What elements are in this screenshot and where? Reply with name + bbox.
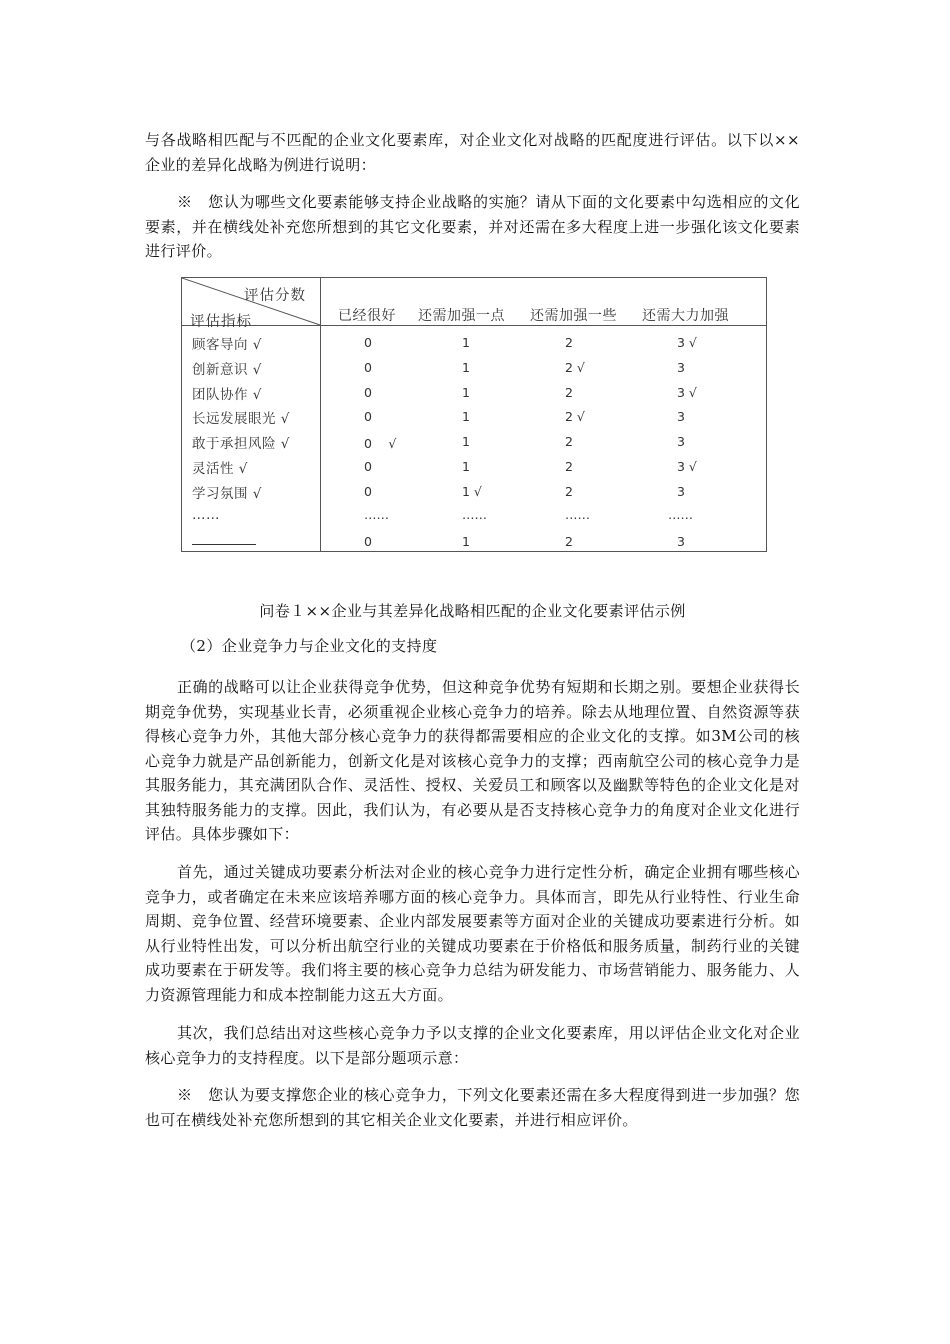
score-cell: 0 xyxy=(364,409,372,424)
intro-paragraph: 与各战略相匹配与不匹配的企业文化要素库，对企业文化对战略的匹配度进行评估。以下以××企业的差异化战略为例进行说明： xyxy=(145,131,800,174)
score-cell: 1 xyxy=(462,409,470,424)
score-cell: 3 xyxy=(677,409,685,424)
score-cell: 0 xyxy=(364,385,372,400)
score-cell: 3 xyxy=(677,360,685,375)
corner-header-indicator: 评估指标 xyxy=(190,314,252,330)
score-cell: 3 √ xyxy=(677,459,697,474)
culture-evaluation-table xyxy=(181,277,767,552)
question-paragraph-core-competence: ※ 您认为要支撑您企业的核心竞争力，下列文化要素还需在多大程度得到进一步加强？您也可在横线处补充您所想到的其它相关企业文化要素，并进行相应评价。 xyxy=(145,1086,800,1129)
score-cell: 1 √ xyxy=(462,484,482,499)
score-cell: 0 xyxy=(364,335,372,350)
score-cell: 3 √ xyxy=(677,335,697,350)
body-paragraph-strategy: 正确的战略可以让企业获得竞争优势，但这种竞争优势有短期和长期之别。要想企业获得长期竞争优势，实现基业长青，必须重视企业核心竞争力的培养。除去从地理位置、自然资源等获得核心竞争力外，其他大部分核心竞争力的获得都需要相应的企业文化的支撑。如3M公司的核心竞争力就是产品创新能力，创新文化是对该核心竞争力的支撑；西南航空公司的核心竞争力是其服务能力，其充满团队合作、灵活性、授权、关爱员工和顾客以及幽默等特色的企业文化是对其独特服务能力的支撑。因此，我们认为，有必要从是否支持核心竞争力的角度对企业文化进行评估。具体步骤如下： xyxy=(145,678,800,843)
score-cell: 0 xyxy=(364,459,372,474)
score-cell: 1 xyxy=(462,459,470,474)
row-label: 顾客导向 √ xyxy=(192,337,262,353)
row-label: 灵活性 √ xyxy=(192,461,248,477)
blank-entry-line[interactable] xyxy=(192,532,256,549)
column-header: 还需加强一些 xyxy=(530,308,617,324)
column-header: 已经很好 xyxy=(338,308,396,324)
score-cell: 0 xyxy=(364,484,372,499)
table-column-divider xyxy=(320,278,321,551)
score-cell: 0 √ xyxy=(364,436,397,451)
score-cell: 1 xyxy=(462,335,470,350)
score-cell: 2 xyxy=(565,484,573,499)
table-caption: 问卷１××企业与其差异化战略相匹配的企业文化要素评估示例 xyxy=(259,602,686,620)
question-paragraph: ※ 您认为哪些文化要素能够支持企业战略的实施？请从下面的文化要素中勾选相应的文化要素，并在横线处补充您所想到的其它文化要素，并对还需在多大程度上进一步强化该文化要素进行评价。 xyxy=(145,193,800,260)
score-cell: 0 xyxy=(364,534,372,549)
table-header-divider xyxy=(182,325,766,326)
body-paragraph-second-step: 其次，我们总结出对这些核心竞争力予以支撑的企业文化要素库，用以评估企业文化对企业核心竞争力的支持程度。以下是部分题项示意： xyxy=(145,1024,800,1067)
score-cell: 3 xyxy=(677,434,685,449)
body-paragraph-first-step: 首先，通过关键成功要素分析法对企业的核心竞争力进行定性分析，确定企业拥有哪些核心竞争力，或者确定在未来应该培养哪方面的核心竞争力。具体而言，即先从行业特性、行业生命周期、竞争位置、经营环境要素、企业内部发展要素等方面对企业的关键成功要素进行分析。如从行业特性出发，可以分析出航空行业的关键成功要素在于价格低和服务质量，制药行业的关键成功要素在于研发等。我们将主要的核心竞争力总结为研发能力、市场营销能力、服务能力、人力资源管理能力和成本控制能力这五大方面。 xyxy=(145,863,800,1004)
score-cell: …… xyxy=(462,507,487,522)
score-cell: 2 xyxy=(565,459,573,474)
row-label: 团队协作 √ xyxy=(192,387,262,403)
score-cell: 2 xyxy=(565,434,573,449)
row-label: 创新意识 √ xyxy=(192,362,262,378)
row-label: 长远发展眼光 √ xyxy=(192,411,290,427)
score-cell: 2 √ xyxy=(565,360,585,375)
score-cell: 1 xyxy=(462,360,470,375)
column-header: 还需大力加强 xyxy=(642,308,729,324)
score-cell: 3 xyxy=(677,534,685,549)
score-cell: …… xyxy=(668,507,693,522)
column-header: 还需加强一点 xyxy=(418,308,505,324)
score-cell: 2 √ xyxy=(565,409,585,424)
score-cell: 1 xyxy=(462,434,470,449)
score-cell: 2 xyxy=(565,385,573,400)
row-label: 学习氛围 √ xyxy=(192,486,262,502)
score-cell: 2 xyxy=(565,534,573,549)
corner-header-score: 评估分数 xyxy=(244,288,306,304)
score-cell: …… xyxy=(364,507,389,522)
score-cell: 1 xyxy=(462,534,470,549)
section-heading: （2）企业竞争力与企业文化的支持度 xyxy=(181,637,438,655)
score-cell: …… xyxy=(565,507,590,522)
score-cell: 3 xyxy=(677,484,685,499)
row-label: 敢于承担风险 √ xyxy=(192,436,290,452)
score-cell: 3 √ xyxy=(677,385,697,400)
score-cell: 1 xyxy=(462,385,470,400)
score-cell: 0 xyxy=(364,360,372,375)
score-cell: 2 xyxy=(565,335,573,350)
row-label: …… xyxy=(192,507,220,523)
